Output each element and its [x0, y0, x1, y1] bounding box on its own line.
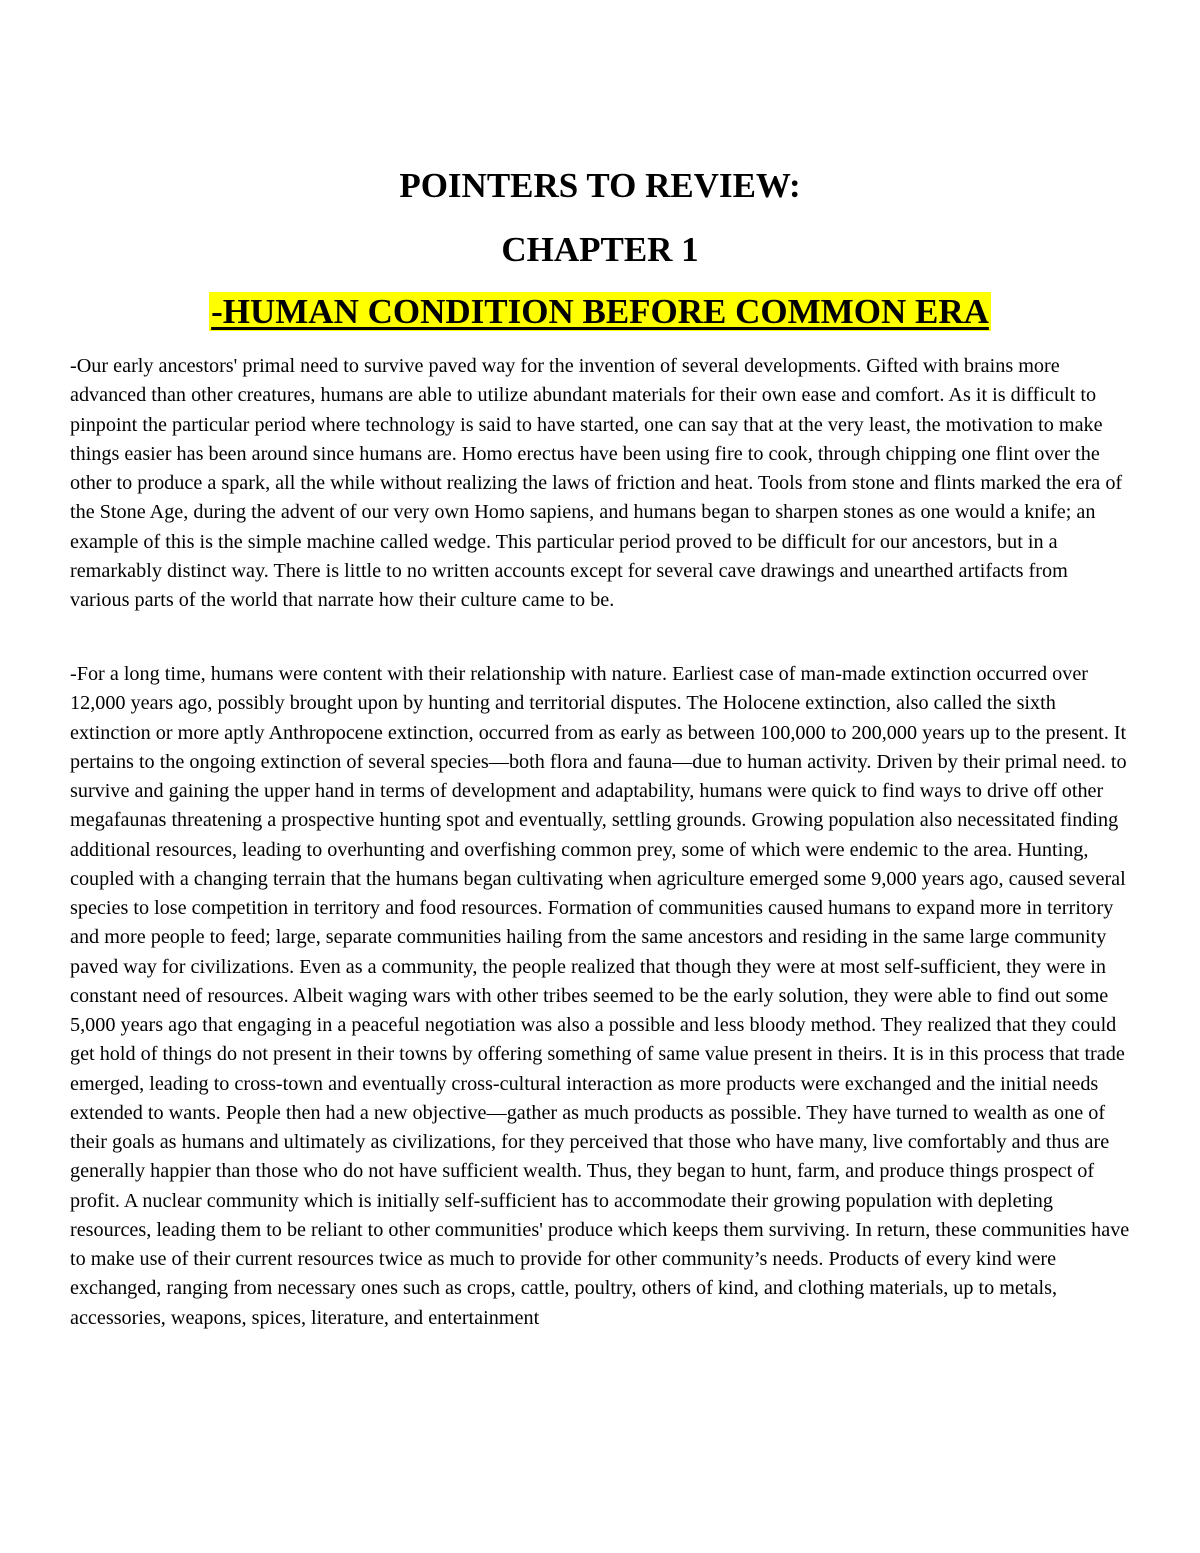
body-paragraph-2: -For a long time, humans were content with their relationship with nature. Earliest case of man-made extinction occurred over 12,000 years ago, possibly brought upon by hunting and territorial disputes. The Holocene extinction, also called the sixth extinction or more aptly Anthropocene extinction, occurred from as early as between 100,000 to 200,000 years up to the present. It pertains to the ongoing extinction of several species—both flora and fauna—due to human activity. Driven by their primal need. to survive and gaining the upper hand in terms of development and adaptability, humans were quick to find ways to drive off other megafaunas threatening a prospective hunting spot and eventually, settling grounds. Growing population also necessitated finding additional resources, leading to overhunting and overfishing common prey, some of which were endemic to the area. Hunting, coupled with a changing terrain that the humans began cultivating when agriculture emerged some 9,000 years ago, caused several species to lose competition in territory and food resources. Formation of communities caused humans to expand more in territory and more people to feed; large, separate communities hailing from the same ancestors and residing in the same large community paved way for civilizations. Even as a community, the people realized that though they were at most self-sufficient, they were in constant need of resources. Albeit waging wars with other tribes seemed to be the early solution, they were able to find out some 5,000 years ago that engaging in a peaceful negotiation was also a possible and less bloody method. They realized that they could get hold of things do not present in their towns by offering something of same value present in theirs. It is in this process that trade emerged, leading to cross-town and eventually cross-cultural interaction as more products were exchanged and the initial needs extended to wants. People then had a new objective—gather as much products as possible. They have turned to wealth as one of their goals as humans and ultimately as civilizations, for they perceived that those who have many, live comfortably and thus are generally happier than those who do not have sufficient wealth. Thus, they began to hunt, farm, and produce things prospect of profit. A nuclear community which is initially self-sufficient has to accommodate their growing population with depleting resources, leading them to be reliant to other communities' produce which keeps them surviving. In return, these communities have to make use of their current resources twice as much to provide for other community’s needs. Products of every kind were exchanged, ranging from necessary ones such as crops, cattle, poultry, others of kind, and clothing materials, up to metals, accessories, weapons, spices, literature, and entertainment	[70, 663, 1130, 1329]
document-title: POINTERS TO REVIEW:	[399, 166, 801, 205]
section-heading-highlight: -HUMAN CONDITION BEFORE COMMON ERA	[211, 292, 989, 331]
section-heading	[0, 292, 1200, 332]
chapter-heading: CHAPTER 1	[501, 230, 699, 269]
body-paragraph-1: -Our early ancestors' primal need to survive paved way for the invention of several developments. Gifted with brains more advanced than other creatures, humans are able to utilize abundant materials for their own ease and comfort. As it is difficult to pinpoint the particular period where technology is said to have started, one can say that at the very least, the motivation to make things easier has been around since humans are. Homo erectus have been using fire to cook, through chipping one flint over the other to produce a spark, all the while without realizing the laws of friction and heat. Tools from stone and flints marked the era of the Stone Age, during the advent of our very own Homo sapiens, and humans began to sharpen stones as one would a knife; an example of this is the simple machine called wedge. This particular period proved to be difficult for our ancestors, but in a remarkably distinct way. There is little to no written accounts except for several cave drawings and unearthed artifacts from various parts of the world that narrate how their culture came to be.	[70, 355, 1123, 611]
